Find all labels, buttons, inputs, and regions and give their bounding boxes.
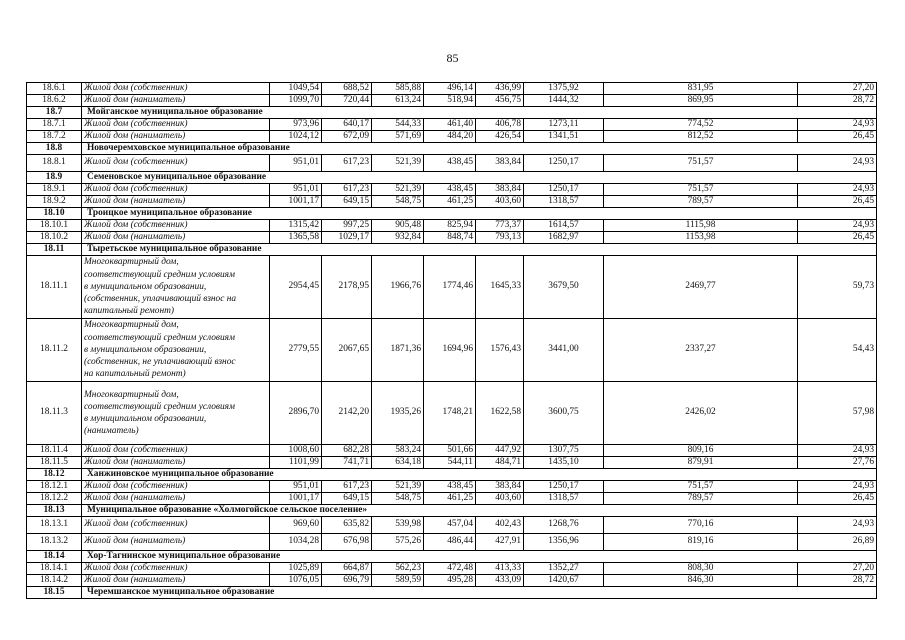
value-cell: 24,93 xyxy=(798,517,877,534)
value-cell: 544,33 xyxy=(372,119,424,131)
value-cell: 26,45 xyxy=(798,196,877,208)
value-cell: 383,84 xyxy=(476,155,524,172)
value-cell: 640,17 xyxy=(322,119,372,131)
description-line: Многоквартирный дом, xyxy=(84,389,179,400)
value-cell: 461,25 xyxy=(424,196,476,208)
value-cell: 447,92 xyxy=(476,445,524,457)
table-row xyxy=(27,563,877,575)
value-cell: 3600,75 xyxy=(524,382,604,445)
description-line: Жилой дом (собственник) xyxy=(84,562,188,573)
section-title: Тыретьское муниципальное образование xyxy=(82,244,877,256)
value-cell: 676,98 xyxy=(322,534,372,551)
row-code: 18.11.3 xyxy=(27,382,82,445)
value-cell: 59,73 xyxy=(798,256,877,319)
description-line: соответствующий средним условиям xyxy=(84,269,236,280)
description-line: Жилой дом (наниматель) xyxy=(84,574,186,585)
row-description xyxy=(82,119,270,131)
value-cell: 24,93 xyxy=(798,155,877,172)
value-cell: 649,15 xyxy=(322,196,372,208)
value-cell: 406,78 xyxy=(476,119,524,131)
section-header-row xyxy=(27,172,877,184)
value-cell: 1774,46 xyxy=(424,256,476,319)
description-line: соответствующий средним условиям xyxy=(84,401,236,412)
section-header-row xyxy=(27,244,877,256)
table-row xyxy=(27,534,877,551)
value-cell: 1024,12 xyxy=(270,131,322,143)
table-row xyxy=(27,119,877,131)
description-line: Жилой дом (собственник) xyxy=(84,183,188,194)
value-cell: 27,76 xyxy=(798,457,877,469)
value-cell: 1008,60 xyxy=(270,445,322,457)
value-cell: 24,93 xyxy=(798,481,877,493)
section-header-row xyxy=(27,143,877,155)
value-cell: 26,45 xyxy=(798,493,877,505)
value-cell: 413,33 xyxy=(476,563,524,575)
value-cell: 28,72 xyxy=(798,575,877,587)
value-cell: 438,45 xyxy=(424,481,476,493)
section-header-row xyxy=(27,469,877,481)
row-code: 18.10.2 xyxy=(27,232,82,244)
description-line: на капитальный ремонт) xyxy=(84,369,186,380)
value-cell: 1352,27 xyxy=(524,563,604,575)
value-cell: 932,84 xyxy=(372,232,424,244)
row-description xyxy=(82,184,270,196)
value-cell: 456,75 xyxy=(476,95,524,107)
value-cell: 1645,33 xyxy=(476,256,524,319)
value-cell: 951,01 xyxy=(270,481,322,493)
table-row xyxy=(27,232,877,244)
value-cell: 869,95 xyxy=(604,95,798,107)
value-cell: 720,44 xyxy=(322,95,372,107)
row-description xyxy=(82,95,270,107)
value-cell: 634,18 xyxy=(372,457,424,469)
value-cell: 774,52 xyxy=(604,119,798,131)
value-cell: 24,93 xyxy=(798,184,877,196)
table-row xyxy=(27,481,877,493)
value-cell: 1935,26 xyxy=(372,382,424,445)
value-cell: 617,23 xyxy=(322,184,372,196)
value-cell: 1318,57 xyxy=(524,493,604,505)
value-cell: 809,16 xyxy=(604,445,798,457)
value-cell: 770,16 xyxy=(604,517,798,534)
value-cell: 495,28 xyxy=(424,575,476,587)
value-cell: 27,20 xyxy=(798,83,877,95)
section-header-row xyxy=(27,505,877,517)
row-description xyxy=(82,575,270,587)
table-row xyxy=(27,457,877,469)
value-cell: 751,57 xyxy=(604,481,798,493)
value-cell: 1365,58 xyxy=(270,232,322,244)
value-cell: 825,94 xyxy=(424,220,476,232)
row-code: 18.7.2 xyxy=(27,131,82,143)
value-cell: 1341,51 xyxy=(524,131,604,143)
description-line: Жилой дом (наниматель) xyxy=(84,456,186,467)
value-cell: 2779,55 xyxy=(270,319,322,382)
section-header-row xyxy=(27,551,877,563)
value-cell: 1001,17 xyxy=(270,493,322,505)
description-line: (наниматель) xyxy=(84,426,139,437)
value-cell: 1076,05 xyxy=(270,575,322,587)
value-cell: 682,28 xyxy=(322,445,372,457)
section-code: 18.11 xyxy=(27,244,82,256)
value-cell: 1614,57 xyxy=(524,220,604,232)
table-row xyxy=(27,220,877,232)
value-cell: 1001,17 xyxy=(270,196,322,208)
table-row xyxy=(27,575,877,587)
value-cell: 969,60 xyxy=(270,517,322,534)
value-cell: 28,72 xyxy=(798,95,877,107)
row-description xyxy=(82,493,270,505)
row-code: 18.11.5 xyxy=(27,457,82,469)
value-cell: 1101,99 xyxy=(270,457,322,469)
value-cell: 905,48 xyxy=(372,220,424,232)
value-cell: 793,13 xyxy=(476,232,524,244)
value-cell: 518,94 xyxy=(424,95,476,107)
value-cell: 696,79 xyxy=(322,575,372,587)
row-description xyxy=(82,517,270,534)
table-row xyxy=(27,131,877,143)
value-cell: 484,20 xyxy=(424,131,476,143)
value-cell: 26,89 xyxy=(798,534,877,551)
description-line: Жилой дом (наниматель) xyxy=(84,195,186,206)
description-line: Жилой дом (собственник) xyxy=(84,444,188,455)
value-cell: 54,43 xyxy=(798,319,877,382)
value-cell: 789,57 xyxy=(604,196,798,208)
section-title: Муниципальное образование «Холмогойское сельское поселение» xyxy=(82,505,877,517)
row-description xyxy=(82,83,270,95)
value-cell: 751,57 xyxy=(604,184,798,196)
value-cell: 2067,65 xyxy=(322,319,372,382)
value-cell: 1250,17 xyxy=(524,184,604,196)
value-cell: 672,09 xyxy=(322,131,372,143)
value-cell: 1250,17 xyxy=(524,155,604,172)
row-code: 18.9.2 xyxy=(27,196,82,208)
value-cell: 24,93 xyxy=(798,220,877,232)
value-cell: 436,99 xyxy=(476,83,524,95)
section-title: Хор-Тагнинское муниципальное образование xyxy=(82,551,877,563)
description-line: (собственник, не уплачивающий взнос xyxy=(84,357,236,368)
row-description xyxy=(82,481,270,493)
value-cell: 1153,98 xyxy=(604,232,798,244)
value-cell: 562,23 xyxy=(372,563,424,575)
value-cell: 544,11 xyxy=(424,457,476,469)
table-row xyxy=(27,184,877,196)
value-cell: 1268,76 xyxy=(524,517,604,534)
table-row xyxy=(27,319,877,382)
row-description xyxy=(82,382,270,445)
description-line: Жилой дом (наниматель) xyxy=(84,492,186,503)
table-row xyxy=(27,493,877,505)
row-code: 18.11.4 xyxy=(27,445,82,457)
value-cell: 1307,75 xyxy=(524,445,604,457)
value-cell: 2337,27 xyxy=(604,319,798,382)
row-code: 18.14.2 xyxy=(27,575,82,587)
value-cell: 402,43 xyxy=(476,517,524,534)
section-code: 18.7 xyxy=(27,107,82,119)
description-line: Многоквартирный дом, xyxy=(84,320,179,331)
value-cell: 649,15 xyxy=(322,493,372,505)
section-title: Семеновское муниципальное образование xyxy=(82,172,877,184)
section-code: 18.8 xyxy=(27,143,82,155)
value-cell: 1444,32 xyxy=(524,95,604,107)
value-cell: 548,75 xyxy=(372,196,424,208)
value-cell: 383,84 xyxy=(476,184,524,196)
value-cell: 521,39 xyxy=(372,184,424,196)
table-row xyxy=(27,83,877,95)
value-cell: 789,57 xyxy=(604,493,798,505)
value-cell: 1115,98 xyxy=(604,220,798,232)
description-line: Многоквартирный дом, xyxy=(84,257,179,268)
value-cell: 812,52 xyxy=(604,131,798,143)
value-cell: 472,48 xyxy=(424,563,476,575)
value-cell: 1049,54 xyxy=(270,83,322,95)
row-code: 18.11.1 xyxy=(27,256,82,319)
row-code: 18.10.1 xyxy=(27,220,82,232)
value-cell: 461,25 xyxy=(424,493,476,505)
table-body xyxy=(27,83,877,599)
section-header-row xyxy=(27,587,877,599)
section-code: 18.10 xyxy=(27,208,82,220)
value-cell: 24,93 xyxy=(798,445,877,457)
value-cell: 24,93 xyxy=(798,119,877,131)
value-cell: 457,04 xyxy=(424,517,476,534)
value-cell: 848,74 xyxy=(424,232,476,244)
value-cell: 539,98 xyxy=(372,517,424,534)
value-cell: 461,40 xyxy=(424,119,476,131)
row-description xyxy=(82,232,270,244)
tariff-table xyxy=(26,82,877,599)
value-cell: 1435,10 xyxy=(524,457,604,469)
value-cell: 57,98 xyxy=(798,382,877,445)
value-cell: 1356,96 xyxy=(524,534,604,551)
value-cell: 635,82 xyxy=(322,517,372,534)
row-description xyxy=(82,256,270,319)
description-line: Жилой дом (собственник) xyxy=(84,118,188,129)
table-row xyxy=(27,382,877,445)
value-cell: 26,45 xyxy=(798,232,877,244)
description-line: Жилой дом (собственник) xyxy=(84,519,188,530)
row-code: 18.6.2 xyxy=(27,95,82,107)
value-cell: 879,91 xyxy=(604,457,798,469)
row-description xyxy=(82,457,270,469)
value-cell: 664,87 xyxy=(322,563,372,575)
value-cell: 575,26 xyxy=(372,534,424,551)
row-code: 18.7.1 xyxy=(27,119,82,131)
value-cell: 433,09 xyxy=(476,575,524,587)
value-cell: 438,45 xyxy=(424,155,476,172)
value-cell: 751,57 xyxy=(604,155,798,172)
value-cell: 2178,95 xyxy=(322,256,372,319)
value-cell: 427,91 xyxy=(476,534,524,551)
row-code: 18.6.1 xyxy=(27,83,82,95)
row-description xyxy=(82,563,270,575)
value-cell: 1420,67 xyxy=(524,575,604,587)
value-cell: 1318,57 xyxy=(524,196,604,208)
row-code: 18.8.1 xyxy=(27,155,82,172)
row-description xyxy=(82,196,270,208)
table-row xyxy=(27,95,877,107)
row-code: 18.11.2 xyxy=(27,319,82,382)
row-description xyxy=(82,155,270,172)
value-cell: 1966,76 xyxy=(372,256,424,319)
value-cell: 997,25 xyxy=(322,220,372,232)
description-line: Жилой дом (наниматель) xyxy=(84,536,186,547)
value-cell: 403,60 xyxy=(476,196,524,208)
section-code: 18.15 xyxy=(27,587,82,599)
value-cell: 773,37 xyxy=(476,220,524,232)
value-cell: 3441,00 xyxy=(524,319,604,382)
section-title: Черемшанское муниципальное образование xyxy=(82,587,877,599)
value-cell: 846,30 xyxy=(604,575,798,587)
value-cell: 1250,17 xyxy=(524,481,604,493)
row-description xyxy=(82,445,270,457)
value-cell: 1622,58 xyxy=(476,382,524,445)
section-title: Ханжиновское муниципальное образование xyxy=(82,469,877,481)
table-row xyxy=(27,155,877,172)
description-line: Жилой дом (собственник) xyxy=(84,219,188,230)
table-row xyxy=(27,196,877,208)
value-cell: 831,95 xyxy=(604,83,798,95)
value-cell: 1029,17 xyxy=(322,232,372,244)
value-cell: 548,75 xyxy=(372,493,424,505)
section-title: Троицкое муниципальное образование xyxy=(82,208,877,220)
row-code: 18.12.1 xyxy=(27,481,82,493)
value-cell: 613,24 xyxy=(372,95,424,107)
description-line: Жилой дом (собственник) xyxy=(84,480,188,491)
description-line: в муниципальном образовании, xyxy=(84,344,207,355)
value-cell: 2142,20 xyxy=(322,382,372,445)
row-description xyxy=(82,131,270,143)
description-line: Жилой дом (собственник) xyxy=(84,82,188,93)
value-cell: 951,01 xyxy=(270,184,322,196)
section-title: Новочеремховское муниципальное образование xyxy=(82,143,877,155)
description-line: капитальный ремонт) xyxy=(84,306,175,317)
table-row xyxy=(27,517,877,534)
value-cell: 438,45 xyxy=(424,184,476,196)
description-line: в муниципальном образовании, xyxy=(84,281,207,292)
value-cell: 486,44 xyxy=(424,534,476,551)
description-line: (собственник, уплачивающий взнос на xyxy=(84,294,237,305)
value-cell: 819,16 xyxy=(604,534,798,551)
value-cell: 571,69 xyxy=(372,131,424,143)
description-line: в муниципальном образовании, xyxy=(84,414,207,424)
value-cell: 383,84 xyxy=(476,481,524,493)
value-cell: 808,30 xyxy=(604,563,798,575)
row-code: 18.9.1 xyxy=(27,184,82,196)
section-code: 18.9 xyxy=(27,172,82,184)
value-cell: 484,71 xyxy=(476,457,524,469)
value-cell: 1748,21 xyxy=(424,382,476,445)
value-cell: 2469,77 xyxy=(604,256,798,319)
table-row xyxy=(27,445,877,457)
value-cell: 27,20 xyxy=(798,563,877,575)
value-cell: 617,23 xyxy=(322,155,372,172)
value-cell: 426,54 xyxy=(476,131,524,143)
section-code: 18.12 xyxy=(27,469,82,481)
value-cell: 1576,43 xyxy=(476,319,524,382)
value-cell: 951,01 xyxy=(270,155,322,172)
value-cell: 501,66 xyxy=(424,445,476,457)
description-line: Жилой дом (наниматель) xyxy=(84,130,186,141)
value-cell: 26,45 xyxy=(798,131,877,143)
value-cell: 1025,89 xyxy=(270,563,322,575)
row-description xyxy=(82,319,270,382)
section-header-row xyxy=(27,107,877,119)
value-cell: 521,39 xyxy=(372,155,424,172)
value-cell: 1375,92 xyxy=(524,83,604,95)
value-cell: 1315,42 xyxy=(270,220,322,232)
value-cell: 403,60 xyxy=(476,493,524,505)
section-code: 18.14 xyxy=(27,551,82,563)
row-code: 18.12.2 xyxy=(27,493,82,505)
value-cell: 496,14 xyxy=(424,83,476,95)
description-line: Жилой дом (наниматель) xyxy=(84,94,186,105)
value-cell: 3679,50 xyxy=(524,256,604,319)
row-code: 18.14.1 xyxy=(27,563,82,575)
value-cell: 2426,02 xyxy=(604,382,798,445)
value-cell: 583,24 xyxy=(372,445,424,457)
section-code: 18.13 xyxy=(27,505,82,517)
value-cell: 973,96 xyxy=(270,119,322,131)
value-cell: 688,52 xyxy=(322,83,372,95)
value-cell: 1682,97 xyxy=(524,232,604,244)
value-cell: 589,59 xyxy=(372,575,424,587)
row-code: 18.13.1 xyxy=(27,517,82,534)
value-cell: 617,23 xyxy=(322,481,372,493)
value-cell: 1871,36 xyxy=(372,319,424,382)
value-cell: 2954,45 xyxy=(270,256,322,319)
value-cell: 1694,96 xyxy=(424,319,476,382)
value-cell: 1099,70 xyxy=(270,95,322,107)
value-cell: 1034,28 xyxy=(270,534,322,551)
row-description xyxy=(82,220,270,232)
value-cell: 521,39 xyxy=(372,481,424,493)
section-title: Мойганское муниципальное образование xyxy=(82,107,877,119)
description-line: Жилой дом (собственник) xyxy=(84,157,188,168)
description-line: Жилой дом (наниматель) xyxy=(84,231,186,242)
value-cell: 741,71 xyxy=(322,457,372,469)
value-cell: 585,88 xyxy=(372,83,424,95)
row-description xyxy=(82,534,270,551)
value-cell: 1273,11 xyxy=(524,119,604,131)
table-row xyxy=(27,256,877,319)
section-header-row xyxy=(27,208,877,220)
value-cell: 2896,70 xyxy=(270,382,322,445)
description-line: соответствующий средним условиям xyxy=(84,332,236,343)
page-number: 85 xyxy=(446,51,459,65)
row-code: 18.13.2 xyxy=(27,534,82,551)
